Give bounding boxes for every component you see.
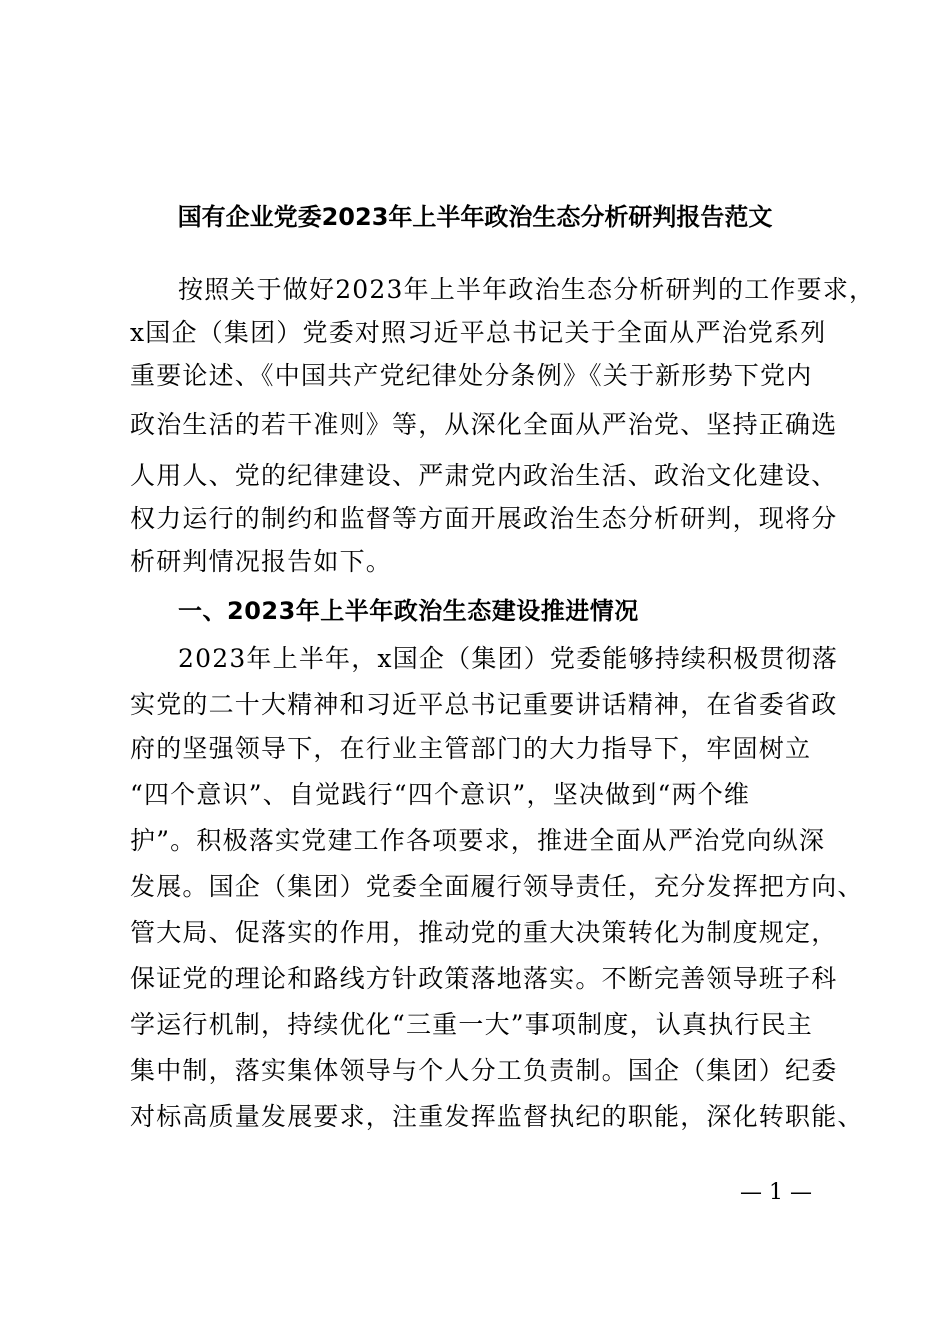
paragraph-line: 管大局、促落实的作用，推动党的重大决策转化为制度规定， xyxy=(130,918,838,947)
paragraph-line: 保证党的理论和路线方针政策落地落实。不断完善领导班子科 xyxy=(130,964,838,993)
paragraph-line: “四个意识”、自觉践行“四个意识”，坚决做到“两个维 xyxy=(130,780,751,809)
document-title: 国有企业党委2023年上半年政治生态分析研判报告范文 xyxy=(177,203,773,231)
paragraph-line: 析研判情况报告如下。 xyxy=(130,547,393,576)
section-heading: 一、2023年上半年政治生态建设推进情况 xyxy=(178,597,639,625)
paragraph-line: 2023年上半年，x国企（集团）党委能够持续积极贯彻落 xyxy=(178,644,839,673)
paragraph-line: 府的坚强领导下，在行业主管部门的大力指导下，牢固树立 xyxy=(130,734,812,763)
paragraph-line: 按照关于做好2023年上半年政治生态分析研判的工作要求， xyxy=(178,275,876,304)
paragraph-line: x国企（集团）党委对照习近平总书记关于全面从严治党系列 xyxy=(130,318,827,347)
paragraph-line: 集中制，落实集体领导与个人分工负责制。国企（集团）纪委 xyxy=(130,1056,838,1085)
paragraph-line: 发展。国企（集团）党委全面履行领导责任，充分发挥把方向、 xyxy=(130,872,864,901)
paragraph-line: 人用人、党的纪律建设、严肃党内政治生活、政治文化建设、 xyxy=(130,461,838,490)
paragraph-line: 权力运行的制约和监督等方面开展政治生态分析研判，现将分 xyxy=(130,504,838,533)
paragraph-line: 护”。积极落实党建工作各项要求，推进全面从严治党向纵深 xyxy=(130,826,826,855)
paragraph-line: 重要论述、《中国共产党纪律处分条例》《关于新形势下党内 xyxy=(130,361,813,390)
paragraph-line: 实党的二十大精神和习近平总书记重要讲话精神，在省委省政 xyxy=(130,690,838,719)
paragraph-line: 学运行机制，持续优化“三重一大”事项制度，认真执行民主 xyxy=(130,1010,813,1039)
paragraph-line: 对标高质量发展要求，注重发挥监督执纪的职能，深化转职能、 xyxy=(130,1102,864,1131)
page-number: — 1 — xyxy=(740,1180,812,1205)
paragraph-line: 政治生活的若干准则》等，从深化全面从严治党、坚持正确选 xyxy=(130,410,838,439)
